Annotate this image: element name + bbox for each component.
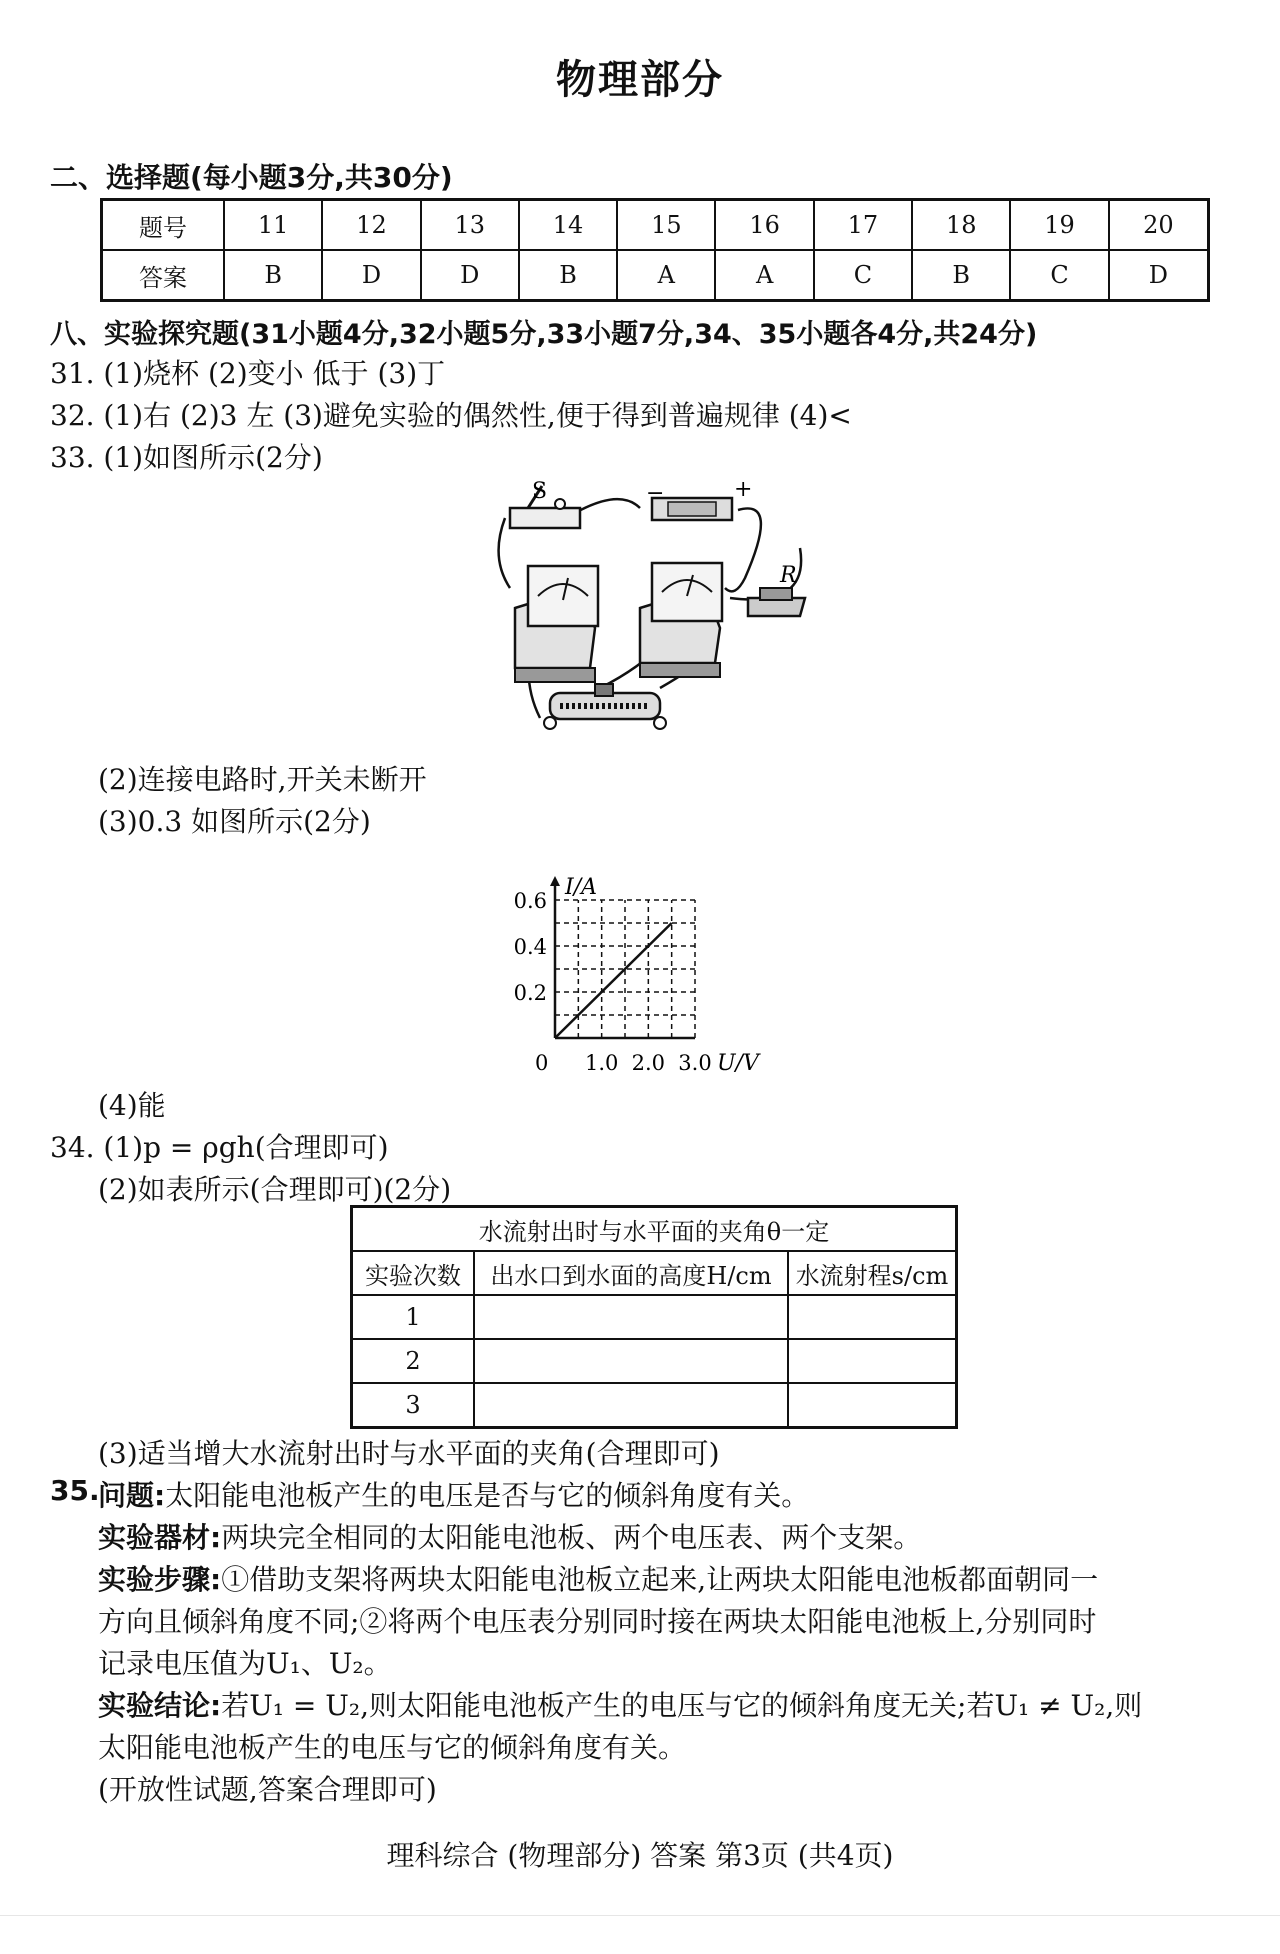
resistor: [748, 588, 805, 616]
x-tick-label: 2.0: [631, 1051, 666, 1075]
y-tick-label: 0.2: [513, 981, 547, 1005]
battery-minus-label: −: [646, 481, 665, 506]
resistor-label: R: [780, 563, 797, 588]
y-axis-arrow: [550, 876, 560, 886]
answer-34-1: 34. (1)p = ρgh(合理即可): [50, 1131, 389, 1164]
answer-32: 32. (1)右 (2)3 左 (3)避免实验的偶然性,便于得到普遍规律 (4)<: [50, 399, 852, 432]
y-tick-label: 0.6: [513, 889, 547, 913]
meter-left: [515, 566, 598, 682]
header-height: 出水口到水面的高度H/cm: [474, 1251, 788, 1295]
answer-33-1: 33. (1)如图所示(2分): [50, 441, 323, 474]
answer-35-problem: [98, 1474, 809, 1514]
trial-number: 1: [352, 1295, 475, 1339]
question-number: 18: [912, 200, 1010, 251]
steps-text-3: 记录电压值为U₁、U₂。: [98, 1647, 392, 1680]
answer-34-2: (2)如表所示(合理即可)(2分): [98, 1173, 452, 1206]
answer-row: [102, 250, 1209, 301]
meter-right: [640, 563, 722, 677]
y-tick-label: 0.4: [513, 935, 547, 959]
steps-text-1: ①借助支架将两块太阳能电池板立起来,让两块太阳能电池板都面朝同一: [221, 1563, 1099, 1596]
trial-number: 3: [352, 1383, 475, 1428]
problem-label: 问题:: [98, 1479, 166, 1512]
section-8-heading: 八、实验探究题(31小题4分,32小题5分,33小题7分,34、35小题各4分,共24分): [50, 319, 1038, 350]
answer-cell: B: [224, 250, 322, 301]
question-number: 20: [1109, 200, 1209, 251]
question-number-row: [102, 200, 1209, 251]
conclusion-text-1: 若U₁ = U₂,则太阳能电池板产生的电压与它的倾斜角度无关;若U₁ ≠ U₂,则: [221, 1689, 1143, 1722]
section-2-heading: 二、选择题(每小题3分,共30分): [50, 161, 453, 194]
row-label: 答案: [102, 250, 225, 301]
current-voltage-chart: [500, 838, 810, 1082]
circuit-diagram: [480, 478, 830, 750]
table-row: [352, 1339, 957, 1383]
table-row: [352, 1295, 957, 1339]
answer-35-note: (开放性试题,答案合理即可): [98, 1773, 437, 1806]
row-label: 题号: [102, 200, 225, 251]
steps-text-2: 方向且倾斜角度不同;②将两个电压表分别同时接在两块太阳能电池板上,分别同时: [98, 1605, 1097, 1638]
question-number: 11: [224, 200, 322, 251]
answer-35-conclusion: [98, 1684, 1142, 1724]
water-experiment-table: [350, 1205, 958, 1429]
answer-35-number: 35.: [50, 1474, 100, 1507]
equipment-text: 两块完全相同的太阳能电池板、两个电压表、两个支架。: [221, 1521, 922, 1554]
x-tick-label: 0: [535, 1051, 549, 1075]
table-caption: 水流射出时与水平面的夹角θ一定: [352, 1207, 957, 1252]
answer-35-equipment: [98, 1516, 921, 1556]
question-number: 16: [715, 200, 813, 251]
question-number: 15: [617, 200, 715, 251]
page-footer: 理科综合 (物理部分) 答案 第3页 (共4页): [386, 1839, 894, 1872]
answer-cell: B: [912, 250, 1010, 301]
answer-33-2: (2)连接电路时,开关未断开: [98, 763, 427, 796]
question-number: 17: [814, 200, 912, 251]
answer-33-4: (4)能: [98, 1089, 166, 1122]
answer-31: 31. (1)烧杯 (2)变小 低于 (3)丁: [50, 357, 446, 390]
multiple-choice-table: [100, 198, 1210, 302]
conclusion-label: 实验结论:: [98, 1689, 222, 1722]
x-axis-label: U/V: [717, 1051, 759, 1076]
answer-cell: D: [421, 250, 519, 301]
question-number: 12: [322, 200, 420, 251]
x-tick-label: 3.0: [678, 1051, 712, 1075]
page-title: 物理部分: [556, 57, 724, 103]
answer-cell: A: [617, 250, 715, 301]
switch-label: S: [532, 479, 548, 504]
steps-label: 实验步骤:: [98, 1563, 222, 1596]
answer-33-3: (3)0.3 如图所示(2分): [98, 805, 371, 838]
equipment-label: 实验器材:: [98, 1521, 222, 1554]
answer-cell: A: [715, 250, 813, 301]
header-trial: 实验次数: [352, 1251, 475, 1295]
question-number: 19: [1010, 200, 1108, 251]
answer-cell: C: [814, 250, 912, 301]
question-number: 14: [519, 200, 617, 251]
x-tick-label: 1.0: [584, 1051, 619, 1075]
battery-plus-label: +: [734, 478, 753, 502]
data-line: [555, 923, 672, 1038]
question-number: 13: [421, 200, 519, 251]
conclusion-text-2: 太阳能电池板产生的电压与它的倾斜角度有关。: [98, 1731, 687, 1764]
problem-text: 太阳能电池板产生的电压是否与它的倾斜角度有关。: [165, 1479, 810, 1512]
header-range: 水流射程s/cm: [788, 1251, 957, 1295]
answer-cell: C: [1010, 250, 1108, 301]
table-header-row: [352, 1251, 957, 1295]
answer-cell: D: [1109, 250, 1209, 301]
rheostat: [544, 684, 666, 729]
footer-divider: [0, 1915, 1280, 1916]
answer-34-3: (3)适当增大水流射出时与水平面的夹角(合理即可): [98, 1437, 720, 1470]
y-axis-label: I/A: [565, 875, 597, 900]
answer-cell: B: [519, 250, 617, 301]
trial-number: 2: [352, 1339, 475, 1383]
answer-cell: D: [322, 250, 420, 301]
table-row: [352, 1383, 957, 1428]
answer-35-steps: [98, 1558, 1098, 1598]
